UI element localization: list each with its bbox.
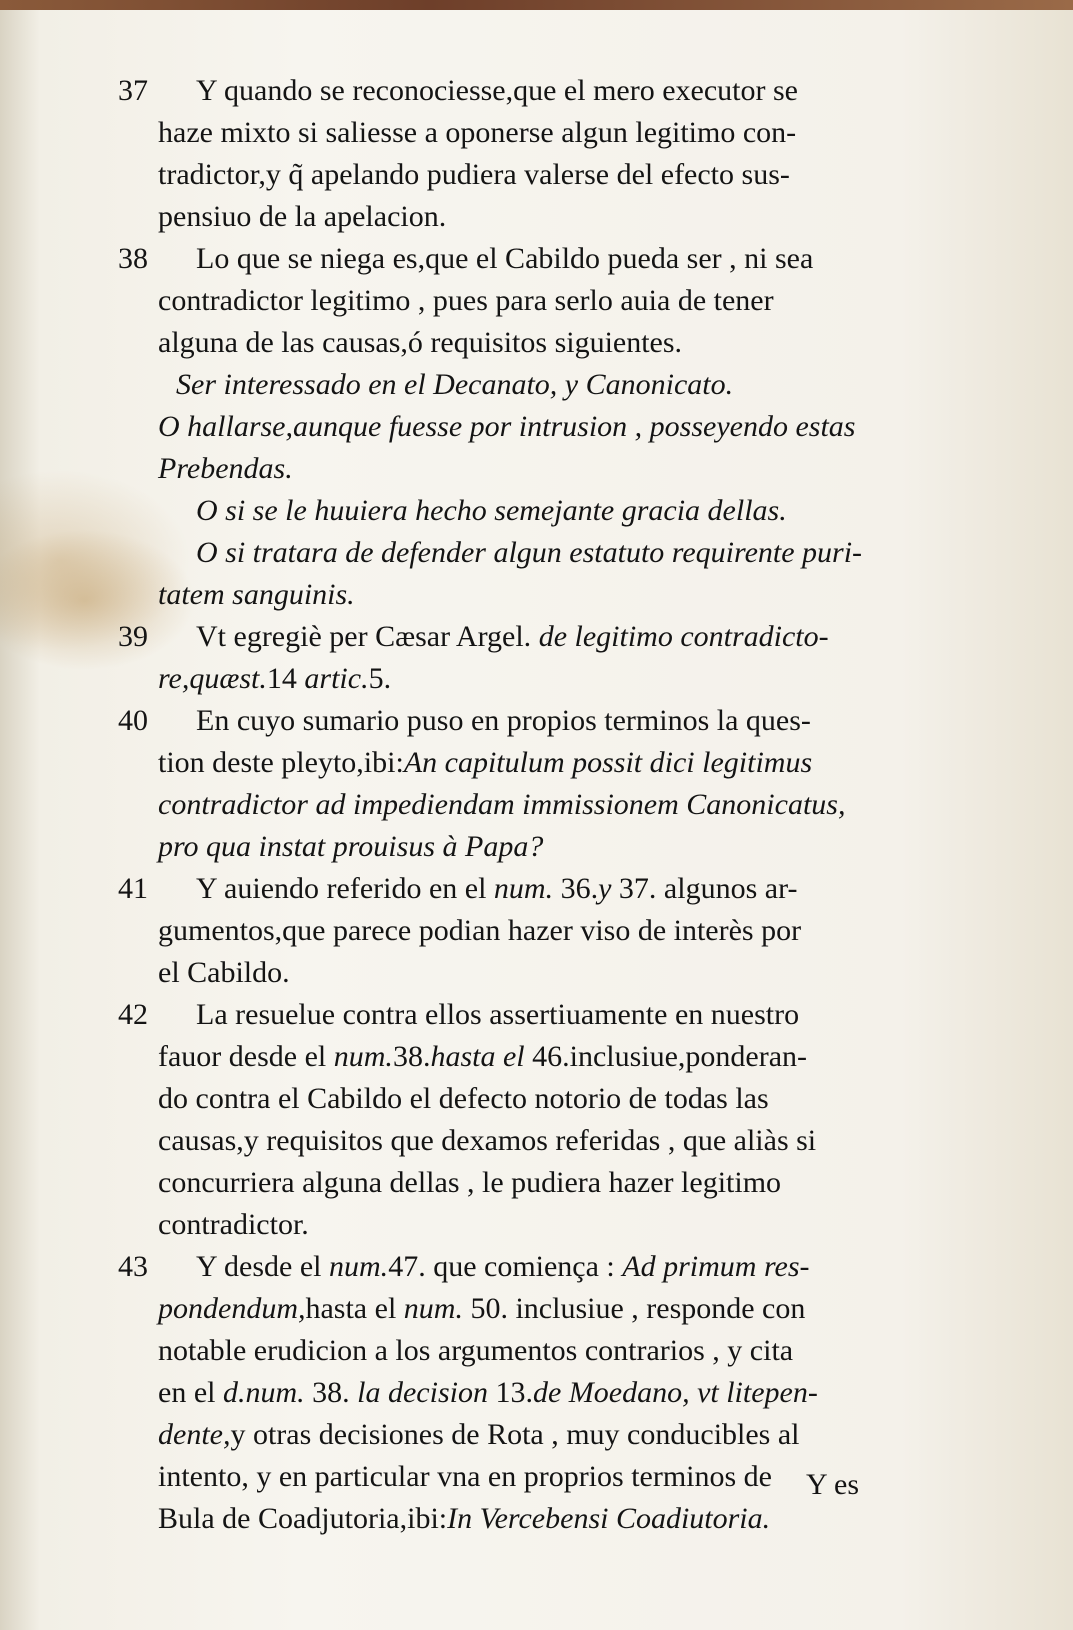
text-run: intento, y en particular vna en proprios terminos de: [158, 1460, 772, 1493]
italic-run: de Moedano, vt litepen-: [532, 1376, 818, 1409]
text-line: [118, 1330, 878, 1372]
text-line: [118, 322, 878, 364]
text-run: haze mixto si saliesse a oponerse algun legitimo con-: [158, 116, 797, 149]
text-line: [118, 910, 878, 952]
text-line: [118, 1204, 878, 1246]
italic-run: dente,: [158, 1418, 231, 1451]
text-run: La resuelue contra ellos assertiuamente en nuestro: [196, 998, 800, 1031]
text-run: 50. inclusiue , responde con: [462, 1292, 806, 1325]
italic-run: Ad primum res-: [622, 1250, 810, 1283]
text-line: [118, 784, 878, 826]
text-line: [118, 112, 878, 154]
requisite-item: Ser interessado en el Decanato, y Canonicato.: [176, 368, 734, 401]
text-run: gumentos,que parece podian hazer viso de interès por: [158, 914, 802, 947]
text-line: [118, 280, 878, 322]
text-run: causas,y requisitos que dexamos referidas , que aliàs si: [158, 1124, 817, 1157]
text-line: [118, 1120, 878, 1162]
requisite-item: Prebendas.: [158, 452, 293, 485]
italic-run: la decision: [357, 1376, 488, 1409]
text-run: 47. que comiença :: [388, 1250, 623, 1283]
paragraph-number: 43: [118, 1250, 148, 1283]
requisite-item: O hallarse,aunque fuesse por intrusion , posseyendo estas: [158, 410, 856, 443]
italic-run: In Vercebensi Coadiutoria.: [447, 1502, 771, 1535]
text-line: [118, 616, 878, 658]
text-line: [118, 994, 878, 1036]
paragraph-number: 41: [118, 872, 148, 905]
text-line: [118, 1456, 878, 1498]
paragraph-number: 39: [118, 620, 148, 653]
italic-run: d.num.: [222, 1376, 305, 1409]
text-line: [118, 1288, 878, 1330]
text-run: Y quando se reconociesse,que el mero executor se: [196, 74, 798, 107]
italic-run: re,quæst.: [158, 662, 267, 695]
text-run: notable erudicion a los argumentos contrarios , y cita: [158, 1334, 794, 1367]
text-run: Y auiendo referido en el: [196, 872, 494, 905]
italic-run: num.: [493, 872, 554, 905]
text-run: tion deste pleyto,ibi:: [158, 746, 404, 779]
paragraph-38: [118, 238, 878, 364]
text-run: Bula de Coadjutoria,ibi:: [158, 1502, 448, 1535]
text-run: do contra el Cabildo el defecto notorio de todas las: [158, 1082, 769, 1115]
text-line: [118, 1162, 878, 1204]
text-run: 46.inclusiue,ponderan-: [524, 1040, 808, 1073]
text-line: [118, 700, 878, 742]
text-line: [118, 826, 878, 868]
text-line: [118, 1036, 878, 1078]
italic-run: de legitimo contradicto-: [538, 620, 829, 653]
text-run: el Cabildo.: [158, 956, 290, 989]
text-run: 38.: [392, 1040, 431, 1073]
paragraph-number: 42: [118, 998, 148, 1031]
paragraph-40: [118, 700, 878, 868]
text-run: Vt egregiè per Cæsar Argel.: [196, 620, 539, 653]
text-run: 36.: [553, 872, 599, 905]
italic-run: artic.: [304, 662, 369, 695]
paragraph-41: [118, 868, 878, 994]
requisites-list: [118, 364, 878, 616]
paragraph-39: [118, 616, 878, 700]
text-line: [118, 154, 878, 196]
italic-run: num.: [329, 1250, 389, 1283]
text-run: y otras decisiones de Rota , muy conducibles al: [230, 1418, 800, 1451]
text-run: En cuyo sumario puso en propios terminos la ques-: [196, 704, 811, 737]
paragraph-37: [118, 70, 878, 238]
italic-run: contradictor ad impediendam immissionem Canonicatus,: [158, 788, 846, 821]
paragraph-43: [118, 1246, 878, 1540]
text-line: [118, 742, 878, 784]
main-text: [118, 70, 878, 1540]
paragraph-number: 38: [118, 242, 148, 275]
text-run: tradictor,y q̃ apelando pudiera valerse del efecto sus-: [158, 158, 790, 191]
catchword: Y es: [806, 1468, 860, 1501]
text-line: [118, 658, 878, 700]
text-run: pensiuo de la apelacion.: [158, 200, 447, 233]
text-run: 5.: [368, 662, 392, 695]
text-line: [118, 70, 878, 112]
text-run: contradictor legitimo , pues para serlo auia de tener: [158, 284, 774, 317]
text-line: [118, 1246, 878, 1288]
text-run: concurriera alguna dellas , le pudiera hazer legitimo: [158, 1166, 782, 1199]
requisite-item: O si se le huuiera hecho semejante gracia dellas.: [196, 494, 787, 527]
requisite-item: tatem sanguinis.: [158, 578, 355, 611]
text-line: [118, 868, 878, 910]
text-line: [118, 1498, 878, 1540]
text-run: Y desde el: [196, 1250, 330, 1283]
italic-run: pondendum,: [158, 1292, 306, 1325]
text-run: en el: [158, 1376, 223, 1409]
text-run: 38.: [304, 1376, 358, 1409]
italic-run: hasta el: [430, 1040, 525, 1073]
requisite-item: O si tratara de defender algun estatuto requirente puri-: [196, 536, 863, 569]
italic-run: num.: [403, 1292, 463, 1325]
text-run: 37. algunos ar-: [611, 872, 798, 905]
text-line: [118, 196, 878, 238]
text-line: [118, 1414, 878, 1456]
text-run: 14: [266, 662, 305, 695]
italic-run: An capitulum possit dici legitimus: [403, 746, 813, 779]
paragraph-number: 40: [118, 704, 148, 737]
text-run: 13.: [487, 1376, 533, 1409]
italic-run: y: [598, 872, 612, 905]
text-run: contradictor.: [158, 1208, 309, 1241]
page-top-edge: [0, 0, 1073, 10]
paragraph-42: [118, 994, 878, 1246]
italic-run: num.: [333, 1040, 393, 1073]
text-line: [118, 1372, 878, 1414]
text-run: hasta el: [305, 1292, 404, 1325]
text-line: [118, 1078, 878, 1120]
text-run: fauor desde el: [158, 1040, 334, 1073]
text-line: [118, 952, 878, 994]
text-run: Lo que se niega es,que el Cabildo pueda ser , ni sea: [196, 242, 814, 275]
text-line: [118, 238, 878, 280]
italic-run: pro qua instat prouisus à Papa?: [158, 830, 544, 863]
text-run: alguna de las causas,ó requisitos siguientes.: [158, 326, 683, 359]
paragraph-number: 37: [118, 74, 148, 107]
